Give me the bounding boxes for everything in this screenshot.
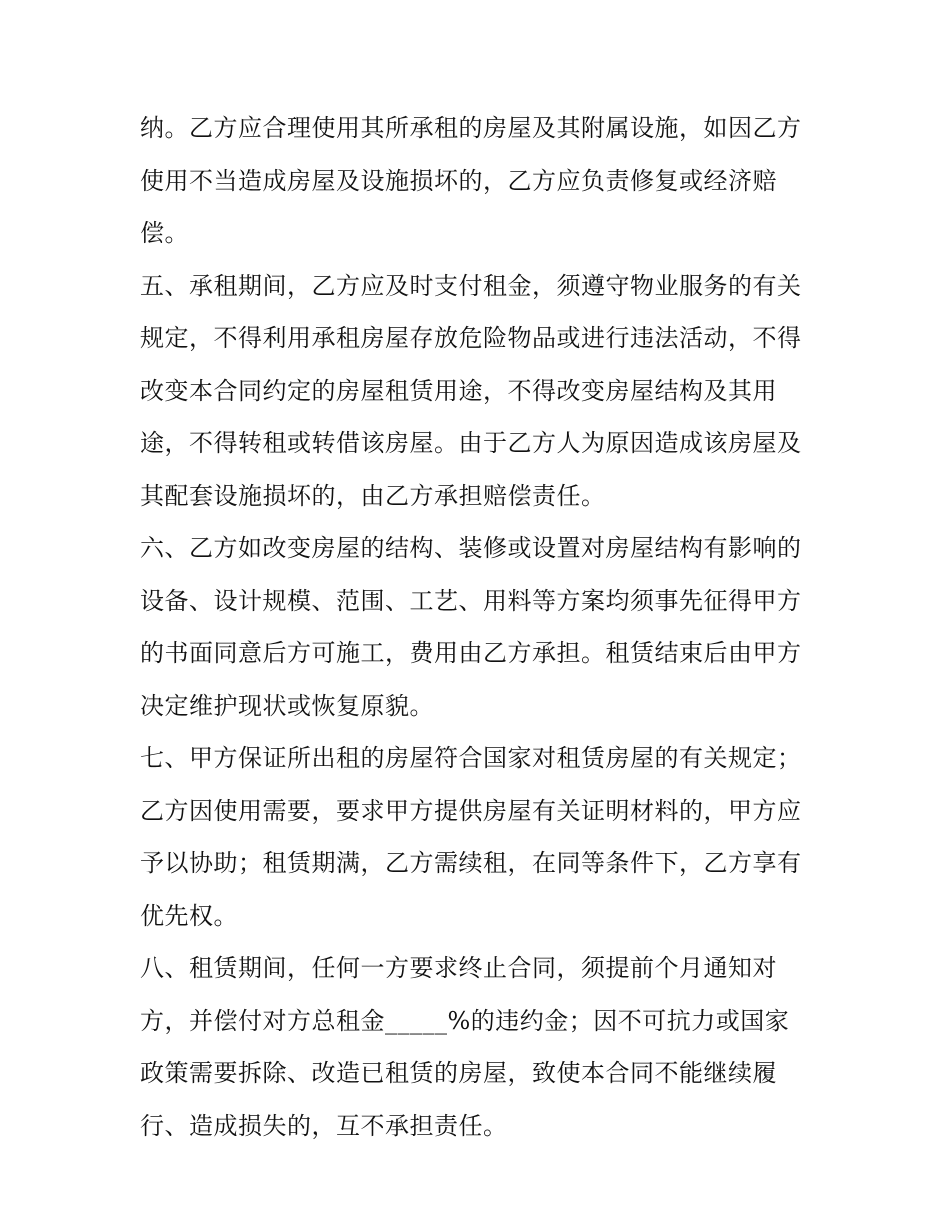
text-line: 优先权。: [140, 901, 238, 930]
text-line: 予以协助；租赁期满，乙方需续租，在同等条件下，乙方享有: [140, 849, 802, 877]
text-line: 偿。: [140, 219, 189, 247]
text-line: 八、租赁期间，任何一方要求终止合同，须提前个月通知对: [140, 954, 777, 982]
text-line: 乙方因使用需要，要求甲方提供房屋有关证明材料的，甲方应: [140, 796, 802, 825]
text-line: 方，并偿付对方总租金_____%的违约金；因不可抗力或国家: [140, 1006, 790, 1035]
text-line: 政策需要拆除、改造已租赁的房屋，致使本合同不能继续履: [140, 1059, 777, 1087]
text-line: 改变本合同约定的房屋租赁用途，不得改变房屋结构及其用: [140, 376, 777, 405]
text-line: 决定维护现状或恢复原貌。: [140, 691, 434, 720]
document-page: [140, 102, 815, 1152]
text-line: 纳。乙方应合理使用其所承租的房屋及其附属设施，如因乙方: [140, 114, 802, 142]
text-line: 的书面同意后方可施工，费用由乙方承担。租赁结束后由甲方: [140, 639, 802, 667]
text-line: 规定，不得利用承租房屋存放危险物品或进行违法活动，不得: [140, 324, 802, 352]
text-line: 使用不当造成房屋及设施损坏的，乙方应负责修复或经济赔: [140, 166, 777, 195]
text-line: 途，不得转租或转借该房屋。由于乙方人为原因造成该房屋及: [140, 429, 802, 457]
text-line: 设备、设计规模、范围、工艺、用料等方案均须事先征得甲方: [140, 586, 802, 615]
text-line: 五、承租期间，乙方应及时支付租金，须遵守物业服务的有关: [140, 271, 802, 300]
text-line: 行、造成损失的，互不承担责任。: [140, 1111, 508, 1140]
text-line: 六、乙方如改变房屋的结构、装修或设置对房屋结构有影响的: [140, 534, 802, 562]
text-line: 其配套设施损坏的，由乙方承担赔偿责任。: [140, 481, 606, 510]
text-line: 七、甲方保证所出租的房屋符合国家对租赁房屋的有关规定；: [140, 744, 802, 772]
